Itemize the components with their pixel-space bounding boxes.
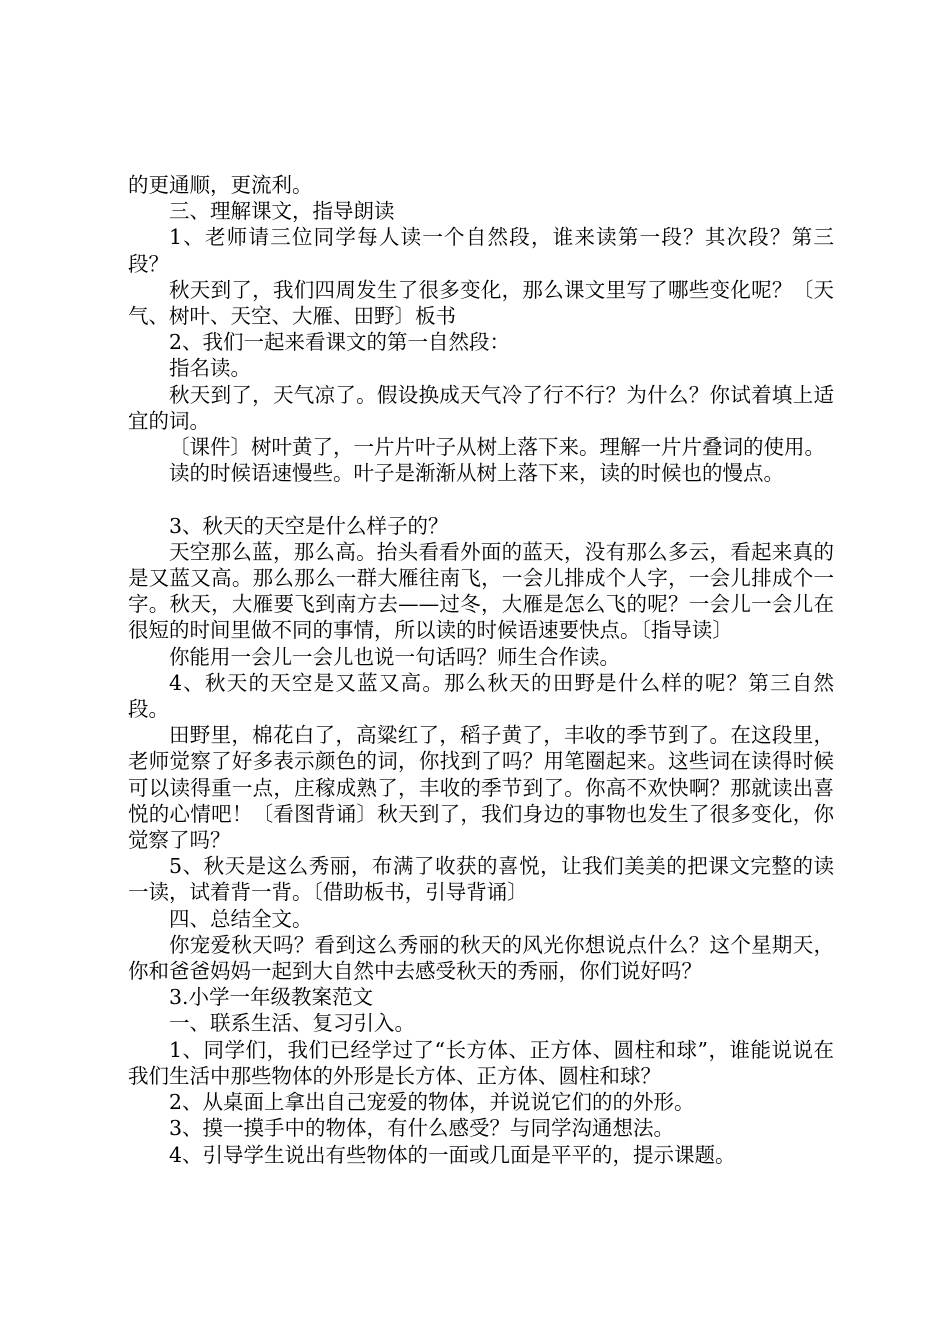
paragraph: 秋天到了，我们四周发生了很多变化，那么课文里写了哪些变化呢？〔天气、树叶、天空、大雁、田野〕板书	[128, 277, 834, 329]
paragraph: 3、秋天的天空是什么样子的？	[169, 513, 449, 538]
section-heading: 四、总结全文。	[169, 906, 313, 931]
paragraph: 4、引导学生说出有些物体的一面或几面是平平的，提示课题。	[169, 1142, 736, 1167]
paragraph: 你宠爱秋天吗？看到这么秀丽的秋天的风光你想说点什么？这个星期天，你和爸爸妈妈一起到大自然中去感受秋天的秀丽，你们说好吗？	[128, 932, 834, 984]
paragraph: 读的时候语速慢些。叶子是渐渐从树上落下来，读的时候也的慢点。	[169, 461, 784, 486]
paragraph: 3、摸一摸手中的物体，有什么感受？与同学沟通想法。	[169, 1116, 675, 1141]
paragraph: 你能用一会儿一会儿也说一句话吗？师生合作读。	[169, 644, 620, 669]
paragraph: 2、我们一起来看课文的第一自然段：	[169, 330, 511, 355]
section-heading: 三、理解课文，指导朗读	[169, 199, 395, 224]
paragraph: 的更通顺，更流利。	[128, 173, 313, 197]
paragraph: 1、老师请三位同学每人读一个自然段，谁来读第一段？其次段？第三段？	[128, 225, 834, 276]
paragraph: 1、同学们，我们已经学过了“长方体、正方体、圆柱和球”，谁能说说在我们生活中那些物体的外形是长方体、正方体、圆柱和球？	[128, 1037, 834, 1088]
section-heading: 一、联系生活、复习引入。	[169, 1011, 415, 1036]
paragraph: 秋天到了，天气凉了。假设换成天气冷了行不行？为什么？你试着填上适宜的词。	[128, 382, 834, 433]
paragraph: 指名读。	[169, 356, 251, 381]
document-body	[128, 172, 834, 1168]
paragraph: 5、秋天是这么秀丽，布满了收获的喜悦，让我们美美的把课文完整的读一读，试着背一背。〔借助板书，引导背诵〕	[128, 854, 834, 905]
section-heading: 3.小学一年级教案范文	[169, 985, 374, 1010]
paragraph: 4、秋天的天空是又蓝又高。那么秋天的田野是什么样的呢？第三自然段。	[128, 670, 834, 722]
blank-line	[128, 486, 834, 512]
paragraph: 2、从桌面上拿出自己宠爱的物体，并说说它们的的外形。	[169, 1090, 695, 1115]
paragraph: 天空那么蓝，那么高。抬头看看外面的蓝天，没有那么多云，看起来真的是又蓝又高。那么那么一群大雁往南飞，一会儿排成个人字，一会儿排成个一字。秋天，大雁要飞到南方去——过冬，大雁是怎么飞的呢？一会儿一会儿在很短的时间里做不同的事情，所以读的时候语速要快点。〔指导读〕	[128, 539, 834, 643]
paragraph: 〔课件〕树叶黄了，一片片叶子从树上落下来。理解一片片叠词的使用。	[169, 435, 825, 460]
paragraph: 田野里，棉花白了，高粱红了，稻子黄了，丰收的季节到了。在这段里，老师觉察了好多表示颜色的词，你找到了吗？用笔圈起来。这些词在读得时候可以读得重一点，庄稼成熟了，丰收的季节到了。你高不欢快啊？那就读出喜悦的心情吧！〔看图背诵〕秋天到了，我们身边的事物也发生了很多变化，你觉察了吗？	[128, 723, 834, 853]
